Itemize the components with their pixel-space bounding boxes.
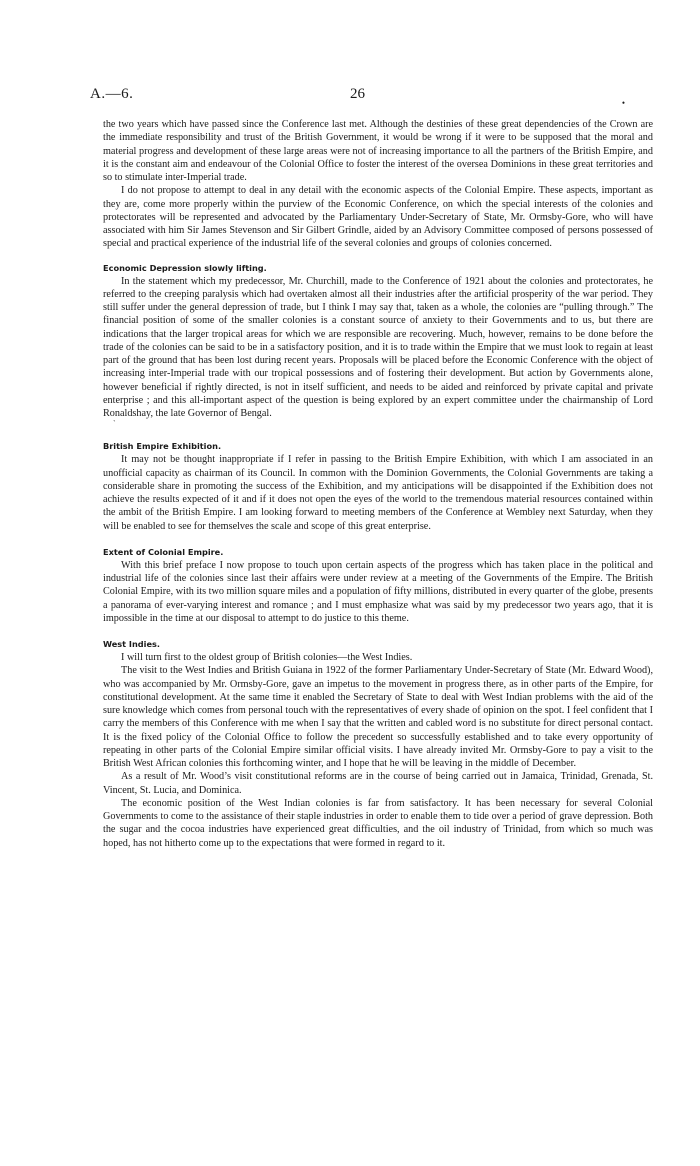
page-number: 26 — [350, 86, 365, 102]
section-heading-extent-of-colonial-empire: Extent of Colonial Empire. — [103, 546, 224, 557]
section-paragraph: The economic position of the West Indian colonies is far from satisfactory. It has been necessary for several Colonial Governments to come to the assistance of their staple industries in order to enable them to tide over a period of grave depression. Both the sugar and the cocoa industries have experienced great difficulties, and the oil industry of Trinidad, from which so much was hoped, has not hitherto come up to the expectations that were formed in regard to it. — [103, 797, 653, 849]
page-body — [103, 118, 653, 850]
section-paragraph: With this brief preface I now propose to touch upon certain aspects of the progress which has taken place in the political and industrial life of the colonies since last their affairs were under review at a meeting of the Governments of the Empire. The British Colonial Empire, with its two million square miles and a population of fifty millions, distributed in every quarter of the globe, presents a panorama of ever-varying interest and romance ; and I must emphasize what was said by my predecessor two years ago, that it is impossible in the time at our disposal to attempt to do justice to this theme. — [103, 559, 653, 624]
section-heading-west-indies: West Indies. — [103, 639, 161, 649]
section-paragraph: The visit to the West Indies and British Guiana in 1922 of the former Parliamentary Under-Secretary of State (Mr. Edward Wood), who was accompanied by Mr. Ormsby-Gore, gave an impetus to the movement in progress there, as in other parts of the Empire, for constitutional development. At the same time it enabled the Secretary of State to deal with West Indian problems with the aid of the sure knowledge which comes from personal touch with the representatives of every shade of opinion on the spot. I feel confident that I carry the members of this Conference with me when I say that the written and cabled word is no substitute for direct personal contact. It is the fixed policy of the Colonial Office to follow the precedent so successfully established and to take every opportunity of repeating in other parts of the Colonial Empire similar official visits. I have already invited Mr. Ormsby-Gore to pay a visit to the British West African colonies this forthcoming winter, and I hope that he will be leaving in the middle of December. — [103, 665, 653, 769]
document-reference: A.—6. — [90, 86, 134, 102]
section-paragraph: It may not be thought inappropriate if I refer in passing to the British Empire Exhibition, with which I am associated in an unofficial capacity as chairman of its Council. In common with the Dominion Governments, the Colonial Governments are taking a considerable share in promoting the success of the Exhibition, and my anticipations will be disappointed if the Exhibition does not achieve the results expected of it and if it does not open the eyes of the world to the tremendous material resources contained within the ambit of the British Empire. I am looking forward to meeting members of the Conference at Wembley next Saturday, when they will be enabled to see for themselves the scale and scope of this great enterprise. — [103, 454, 653, 532]
section-paragraph: In the statement which my predecessor, Mr. Churchill, made to the Conference of 1921 about the colonies and protectorates, he referred to the creeping paralysis which had overtaken almost all their industries after the artificial prosperity of the war period. They still suffer under the general depression of trade, but I think I may say that, taken as a whole, the colonies are “pulling through.” The financial position of some of the smaller colonies is a constant source of anxiety to their Governments and to us, but there are indications that the larger tropical areas for which we are responsible are recovering. Much, however, remains to be done before the trade of the colonies can be said to be in a satisfactory position, and it is to trade within the Empire that we must look to regain at least part of the ground that has been lost during recent years. Proposals will be placed before the Economic Conference with the object of increasing inter-Imperial trade with our tropical possessions and of fostering their development. But action by Governments alone, however beneficial if rightly directed, is not in itself sufficient, and needs to be aided and reinforced by private capital and private enterprise ; and this all-important aspect of the question is being explored by an expert committee under the chairmanship of Lord Ronaldshay, the late Governor of Bengal. — [103, 275, 653, 419]
section-heading-economic-depression: Economic Depression slowly lifting. — [103, 262, 267, 273]
intro-paragraph: I do not propose to attempt to deal in any detail with the economic aspects of the Colonial Empire. These aspects, important as they are, come more properly within the purview of the Economic Conference, on which the special interests of the colonies and protectorates will be represented and advocated by the Parliamentary Under-Secretary of State, Mr. Ormsby-Gore, who will have associated with him Sir James Stevenson and Sir Gilbert Grindle, aided by an Advisory Committee composed of persons possessed of special and practical experience of the industrial life of the several colonies and groups of colonies concerned. — [103, 185, 653, 250]
section-paragraph: I will turn first to the oldest group of British colonies—the West Indies. — [121, 652, 413, 663]
intro-paragraph: the two years which have passed since the Conference last met. Although the destinies of these great dependencies of the Crown are the immediate responsibility and trust of the British Government, it would be wrong if it were to be supposed that the moral and material progress and development of these large areas were not of increasing importance to all the partners of the British Empire, and it is the constant aim and endeavour of the Colonial Office to foster the interest of the oversea Dominions in these great territories and so to stimulate inter-Imperial trade. — [103, 119, 653, 183]
header-mark: • — [621, 98, 625, 108]
section-paragraph: As a result of Mr. Wood’s visit constitutional reforms are in the course of being carried out in Jamaica, Trinidad, Grenada, St. Vincent, St. Lucia, and Dominica. — [103, 771, 653, 796]
stray-mark: ` — [113, 419, 116, 429]
page-header — [90, 86, 625, 108]
section-heading-british-empire-exhibition: British Empire Exhibition. — [103, 441, 222, 452]
